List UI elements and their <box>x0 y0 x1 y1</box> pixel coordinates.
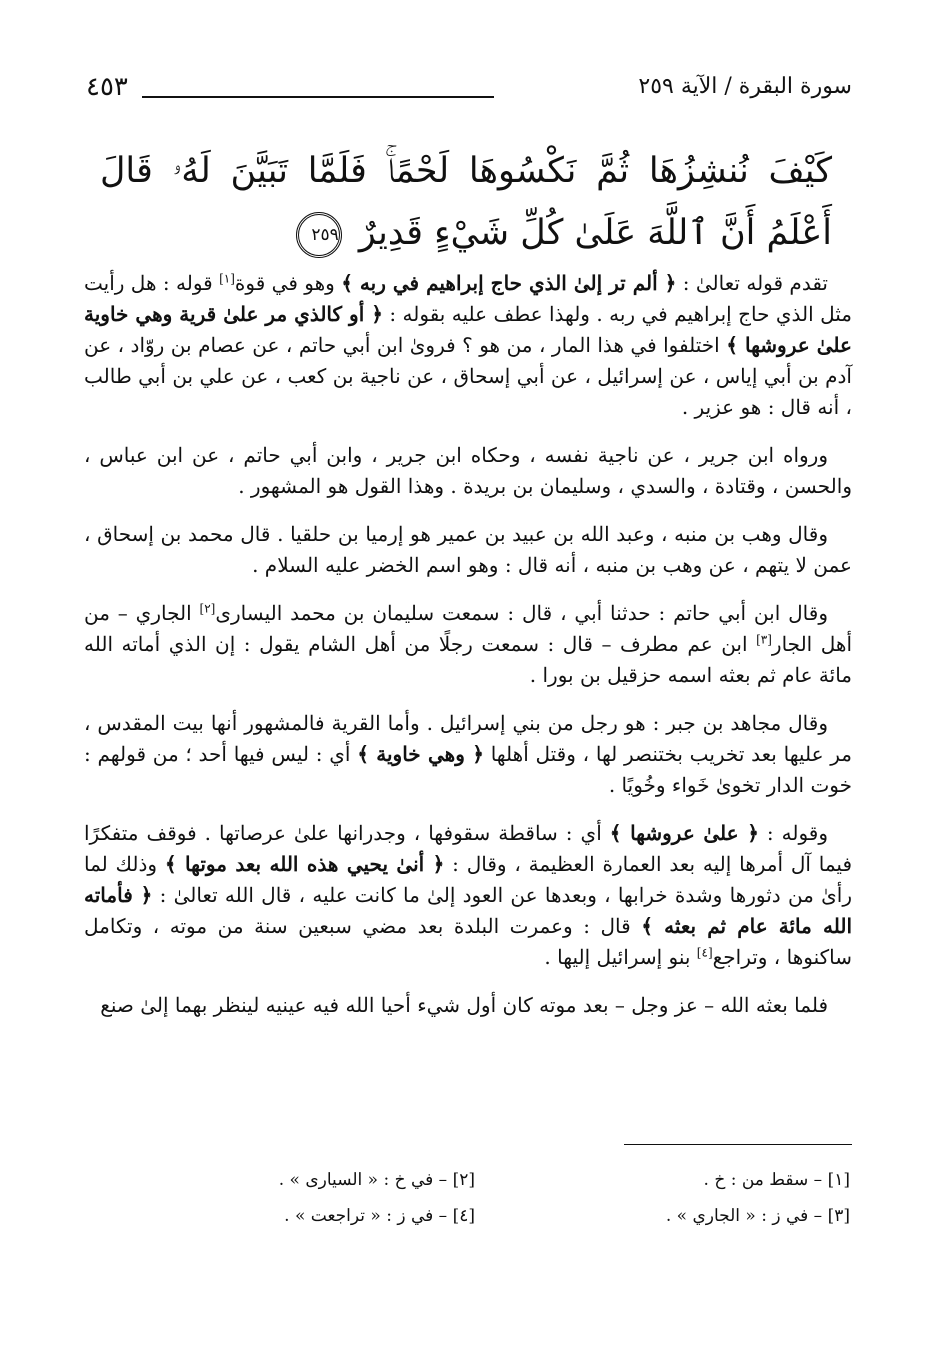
paragraph-4 <box>84 598 852 691</box>
text-segment: أي : ساقطة سقوفها ، وجدرانها علىٰ عرصاتها . فوقف متفكرًا فيما آل أمرها إليه بعد العمارة العظيمة ، وقال : <box>84 821 853 876</box>
header-rule <box>142 96 494 98</box>
text-segment: الجاري – من أهل الجار <box>84 601 852 656</box>
quran-quote: ﴿ فأماته الله مائة عام ثم بعثه ﴾ <box>84 883 852 938</box>
paragraph-2: ورواه ابن جرير ، عن ناجية نفسه ، وحكاه ابن جرير ، وابن أبي حاتم ، عن ابن عباس ، والحسن ، وقتادة ، والسدي ، وسليمان بن بريدة . وهذا القول هو المشهور . <box>84 443 852 498</box>
quran-quote: ﴿ وهي خاوية ﴾ <box>357 742 484 766</box>
text-segment: وقوله : <box>758 821 829 845</box>
text-segment: قال : وعمرت البلدة بعد مضي سبعين سنة من موته ، وتكامل ساكنوها ، وتراجع <box>84 914 852 969</box>
footnote-row <box>100 1198 850 1234</box>
footnote-2: [٢] – في خ : « السيارى » . <box>278 1170 475 1190</box>
ayah-number-marker: ٢٥٩ <box>296 212 342 258</box>
paragraph-7: فلما بعثه الله – عز وجل – بعد موته كان أول شيء أحيا الله فيه عينيه لينظر بهما إلىٰ صنع <box>100 993 828 1017</box>
paragraph-1 <box>84 268 852 423</box>
footnote-row <box>100 1162 850 1198</box>
running-header-title: سورة البقرة / الآية ٢٥٩ <box>638 74 852 99</box>
footnote-1: [١] – سقط من : خ . <box>703 1170 850 1190</box>
text-segment: وهو في قوة <box>234 271 342 295</box>
page-number: ٤٥٣ <box>86 72 128 102</box>
text-segment: قوله : هل رأيت مثل الذي حاج إبراهيم في ربه . ولهذا عطف عليه بقوله : <box>84 271 852 326</box>
paragraph-5 <box>84 708 852 801</box>
footnote-3: [٣] – في ز : « الجاري » . <box>665 1206 850 1226</box>
quran-verse <box>100 140 832 264</box>
text-segment: اختلفوا في هذا المار ، من هو ؟ فروىٰ ابن أبي حاتم ، عن عصام بن روّاد ، عن آدم بن أبي إياس ، عن إسرائيل ، عن أبي إسحاق ، عن ناجية بن كعب ، عن علي بن أبي طالب ، أنه قال : هو عزير . <box>84 333 852 419</box>
footnotes <box>100 1162 850 1234</box>
footnote-separator <box>624 1144 852 1145</box>
quran-quote: ﴿ ألم تر إلىٰ الذي حاج إبراهيم في ربه ﴾ <box>341 271 677 295</box>
text-segment: وقال مجاهد بن جبر : هو رجل من بني إسرائيل . وأما القرية فالمشهور أنها بيت المقدس ، مر عليها بعد تخريب بختنصر لها ، وقتل أهلها <box>84 711 852 766</box>
paragraph-6 <box>84 818 852 973</box>
quran-quote: ﴿ أنىٰ يحيي هذه الله بعد موتها ﴾ <box>164 852 445 876</box>
quran-quote: ﴿ أو كالذي مر علىٰ قرية وهي خاوية علىٰ عروشها ﴾ <box>84 302 852 357</box>
commentary-body <box>84 268 852 1038</box>
text-segment: تقدم قوله تعالىٰ : <box>676 271 829 295</box>
footnote-marker-4[interactable]: [٤] <box>696 945 713 960</box>
quran-quote: ﴿ علىٰ عروشها ﴾ <box>609 821 759 845</box>
footnote-4: [٤] – في ز : « تراجعت » . <box>284 1206 475 1226</box>
text-segment: ابن عم مطرف – قال : سمعت رجلًا من أهل الشام يقول : إن الذي أماته الله مائة عام ثم بعثه اسمه حزقيل بن بورا . <box>84 632 852 687</box>
text-segment: بنو إسرائيل إليها . <box>544 945 697 969</box>
footnote-marker-2[interactable]: [٢] <box>199 601 216 616</box>
footnote-marker-1[interactable]: [١] <box>219 271 235 286</box>
text-segment: وقال ابن أبي حاتم : حدثنا أبي ، قال : سمعت سليمان بن محمد اليسارى <box>215 601 828 625</box>
footnote-marker-3[interactable]: [٣] <box>756 632 772 647</box>
verse-text: كَيْفَ نُنشِزُهَا ثُمَّ نَكْسُوهَا لَحْمًاۚ فَلَمَّا تَبَيَّنَ لَهُۥ قَالَ أَعْلَمُ أَنَّ ٱللَّهَ عَلَىٰ كُلِّ شَيْءٍ قَدِيرٌ <box>100 151 832 253</box>
text-segment: أي : ليس فيها أحد ؛ من قولهم : خوت الدار تخوىٰ خَواء وخُويًا . <box>84 742 852 797</box>
text-segment: وذلك لما رأىٰ من دثورها وشدة خرابها ، وبعدها عن العود إلىٰ ما كانت عليه ، قال الله تعالىٰ : <box>84 852 853 907</box>
paragraph-3: وقال وهب بن منبه ، وعبد الله بن عبيد بن عمير هو إرميا بن حلقيا . قال محمد بن إسحاق ، عمن لا يتهم ، عن وهب بن منبه ، أنه قال : وهو اسم الخضر عليه السلام . <box>84 522 852 577</box>
